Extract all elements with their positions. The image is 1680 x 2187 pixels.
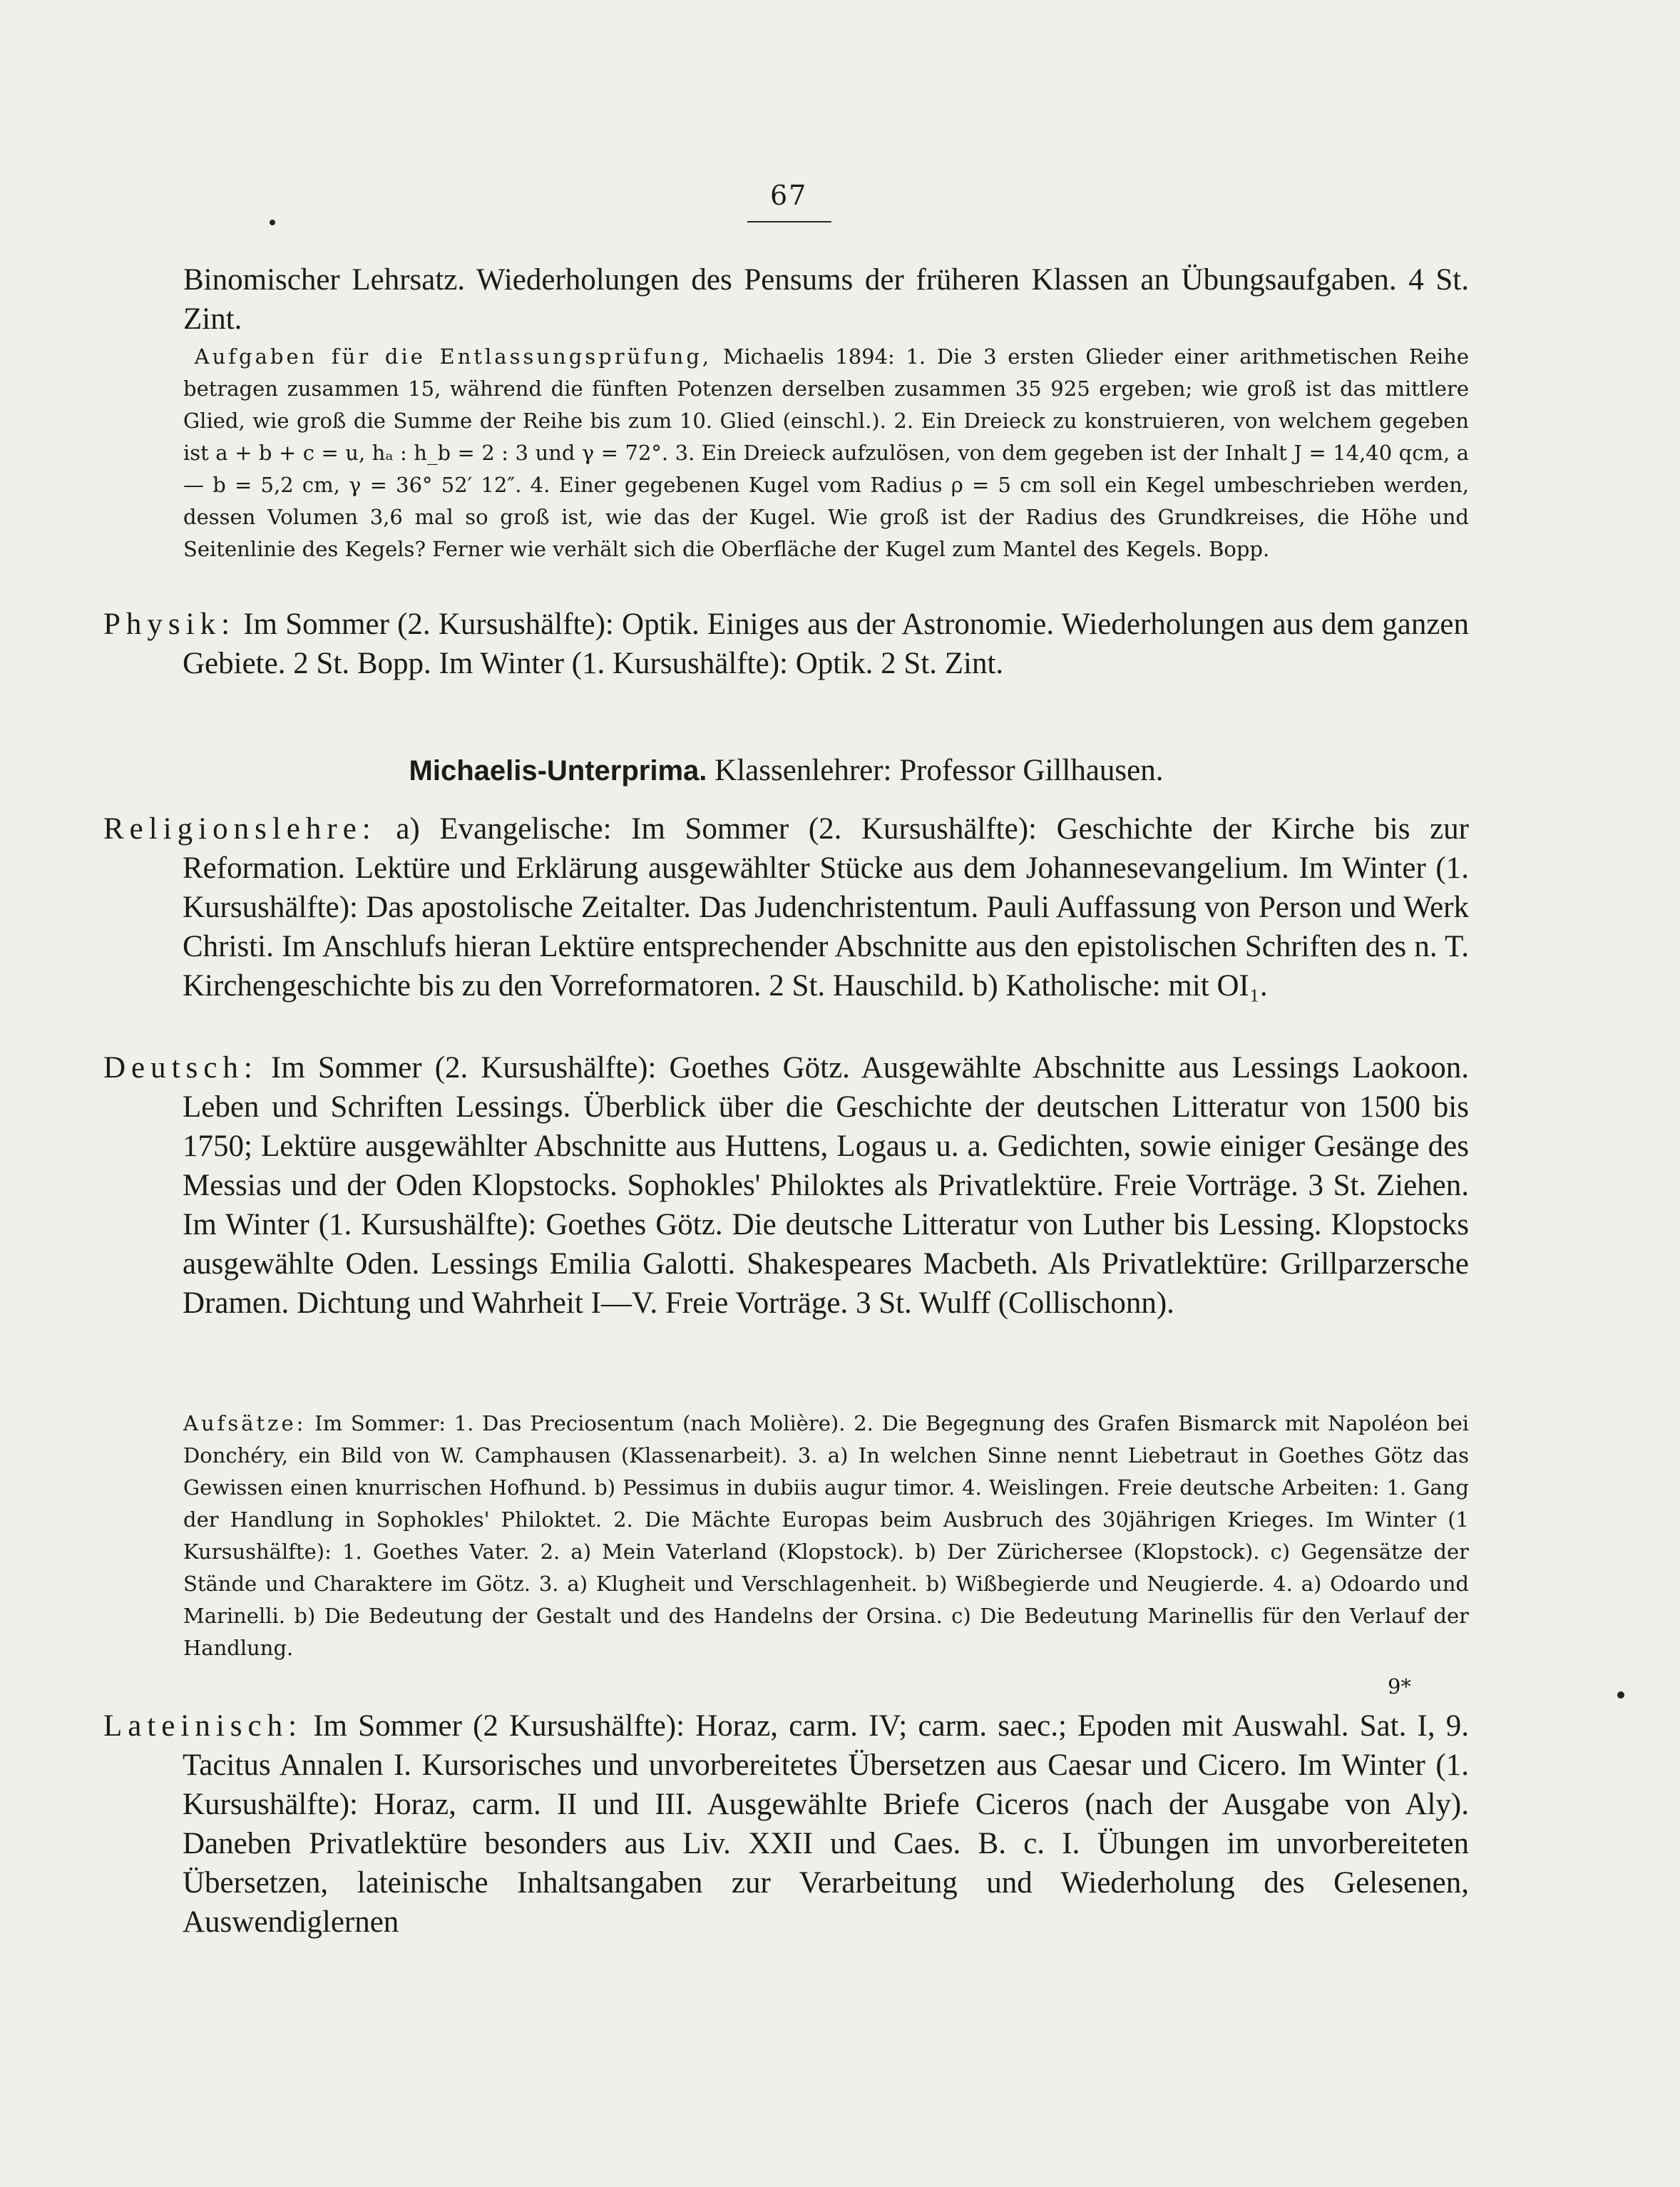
ink-dot [1617,1691,1624,1699]
ink-dot [270,220,275,225]
lateinisch-section [103,1706,1469,1942]
lateinisch-label: Lateinisch: [103,1709,303,1743]
exam-label: Aufgaben für die Entlassungsprüfung, [194,344,712,369]
aufsaetze-paragraph [103,1408,1469,1664]
religion-paragraph [103,809,1469,1005]
physik-text: Im Sommer (2. Kursushälfte): Optik. Einiges aus der Astronomie. Wiederholungen aus dem ganzen Gebiete. 2 St. Bopp. Im Winter (1. Kursushälfte): Optik. 2 St. Zint. [183,608,1469,680]
religion-section [103,809,1469,1005]
mathematik-section [103,260,1469,339]
deutsch-paragraph [103,1048,1469,1323]
exam-text: Michaelis 1894: 1. Die 3 ersten Glieder einer arithmetischen Reihe betragen zusammen 15, während die fünften Potenzen derselben zusammen 35 925 ergeben; wie groß ist das mittlere Glied, wie groß die Summe der Reihe bis zum 10. Glied (einschl.). 2. Ein Dreieck zu konstruieren, von welchem gegeben ist a + b + c = u, hₐ : h_b = 2 : 3 und γ = 72°. 3. Ein Dreieck aufzulösen, von dem gegeben ist der Inhalt J = 14,40 qcm, a — b = 5,2 cm, γ = 36° 52′ 12″. 4. Einer gegebenen Kugel vom Radius ρ = 5 cm soll ein Kegel umbeschrieben werden, dessen Volumen 3,6 mal so groß ist, wie das der Kugel. Wie groß ist der Radius des Grundkreises, die Höhe und Seitenlinie des Kegels? Ferner wie verhält sich die Oberfläche der Kugel zum Mantel des Kegels. Bopp. [183,344,1470,561]
class-heading [103,751,1469,791]
exam-paragraph [103,341,1469,565]
sheet-signature: 9* [1388,1674,1411,1699]
deutsch-section [103,1048,1469,1323]
deutsch-text: Im Sommer (2. Kursushälfte): Goethes Götz. Ausgewählte Abschnitte aus Lessings Laokoon. Leben und Schriften Lessings. Überblick über die Geschichte der deutschen Litteratur von 1500 bis 1750; Lektüre ausgewählter Abschnitte aus Huttens, Logaus u. a. Gedichten, sowie einiger Gesänge des Messias und der Oden Klopstocks. Sophokles' Philoktes als Privatlektüre. Freie Vorträge. 3 St. Ziehen. Im Winter (1. Kursushälfte): Goethes Götz. Die deutsche Litteratur von Luther bis Lessing. Klopstocks ausgewählte Oden. Lessings Emilia Galotti. Shakespeares Macbeth. Als Privatlektüre: Grillparzersche Dramen. Dichtung und Wahrheit I—V. Freie Vorträge. 3 St. Wulff (Collischonn). [183,1051,1470,1320]
class-teacher: Klassenlehrer: Professor Gillhausen. [714,754,1164,787]
physik-section [103,605,1469,683]
aufsaetze-label: Aufsätze: [183,1411,307,1435]
class-title: Michaelis-Unterprima. [409,755,707,787]
lateinisch-text: Im Sommer (2 Kursushälfte): Horaz, carm. IV; carm. saec.; Epoden mit Auswahl. Sat. I, 9. Tacitus Annalen I. Kursorisches und unvorbereitetes Übersetzen aus Caesar und Cicero. Im Winter (1. Kursushälfte): Horaz, carm. II und III. Ausgewählte Briefe Ciceros (nach der Ausgabe von Aly). Daneben Privatlektüre besonders aus Liv. XXII und Caes. B. c. I. Übungen im unvorbereiteten Übersetzen, lateinische Inhaltsangaben zur Verarbeitung und Wiederholung des Gelesenen, Auswendiglernen [183,1709,1470,1939]
religion-label: Religionslehre: [103,812,377,846]
deutsch-label: Deutsch: [103,1051,258,1085]
physik-label: Physik: [103,608,236,641]
page-number: 67 [770,180,808,211]
religion-text: a) Evangelische: Im Sommer (2. Kursushälfte): Geschichte der Kirche bis zur Reformation. Lektüre und Erklärung ausgewählter Stücke aus dem Johannesevangelium. Im Winter (1. Kursushälfte): Das apostolische Zeitalter. Das Judenchristentum. Pauli Auffassung von Person und Werk Christi. Im Anschlufs hieran Lektüre entsprechender Abschnitte aus den epistolischen Schriften des n. T. Kirchengeschichte bis zu den Vorreformatoren. 2 St. Hauschild. b) Katholische: mit OI₁. [183,812,1469,1003]
aufsaetze-section [103,1408,1469,1664]
exam-tasks [103,341,1469,565]
section-heading [103,751,1469,791]
aufsaetze-text: Im Sommer: 1. Das Preciosentum (nach Molière). 2. Die Begegnung des Grafen Bismarck mit Napoléon bei Donchéry, ein Bild von W. Camphausen (Klassenarbeit). 3. a) In welchen Sinne nennt Liebetraut in Goethes Götz das Gewissen einen knurrischen Hofhund. b) Pessimus in dubiis augur timor. 4. Weislingen. Freie deutsche Arbeiten: 1. Gang der Handlung in Sophokles' Philoktet. 2. Die Mächte Europas beim Ausbruch des 30jährigen Krieges. Im Winter (1 Kursushälfte): 1. Goethes Vater. 2. a) Mein Vaterland (Klopstock). b) Der Zürichersee (Klopstock). c) Gegensätze der Stände und Charaktere im Götz. 3. a) Klugheit und Verschlagenheit. b) Wißbegierde und Neugierde. 4. a) Odoardo und Marinelli. b) Die Bedeutung der Gestalt und des Handelns der Orsina. c) Die Bedeutung Marinellis für den Verlauf der Handlung. [183,1411,1470,1660]
mathematik-lead: Binomischer Lehrsatz. Wiederholungen des Pensums der früheren Klassen an Übungsaufgaben. 4 St. Zint. [183,263,1469,336]
physik-paragraph [103,605,1469,683]
lateinisch-paragraph [103,1706,1469,1942]
page-number-rule [747,221,831,222]
